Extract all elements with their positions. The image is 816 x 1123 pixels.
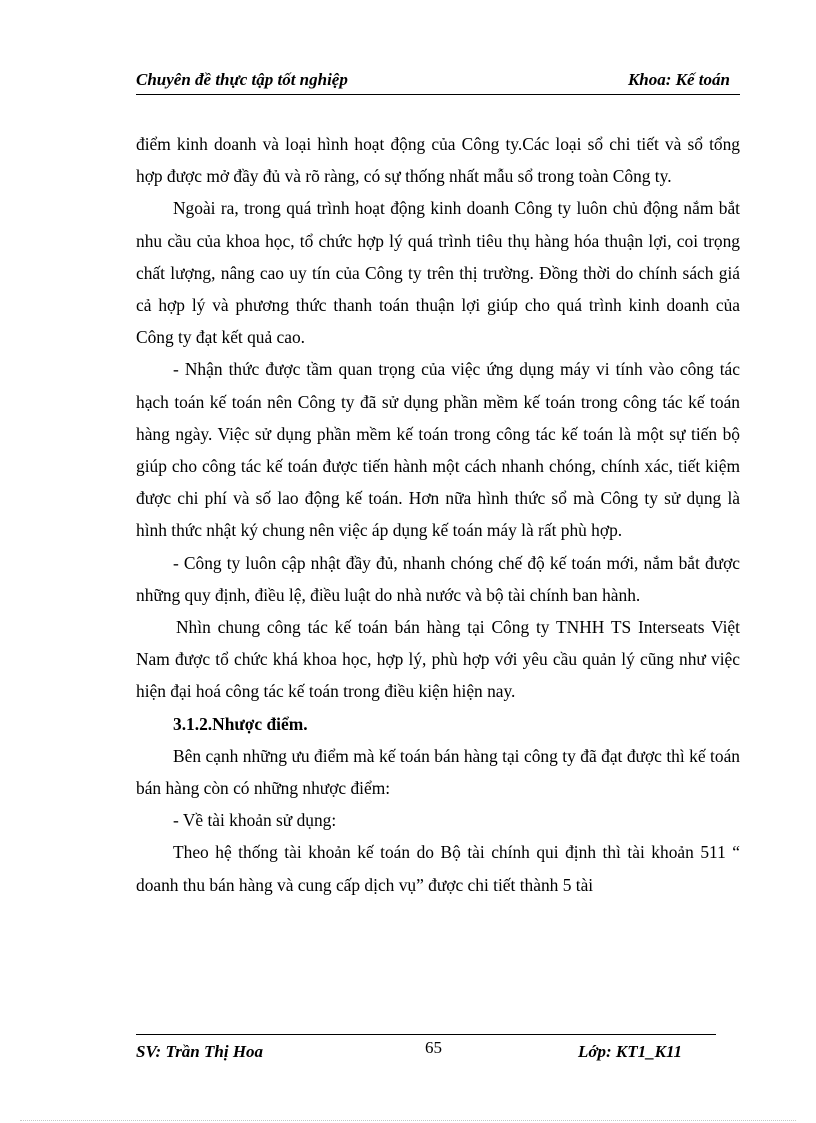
page-edge-divider	[20, 1120, 796, 1121]
paragraph: điểm kinh doanh và loại hình hoạt động của Công ty.Các loại sổ chi tiết và sổ tổng hợp được mở đầy đủ và rõ ràng, có sự thống nhất mẫu sổ trong toàn Công ty.	[136, 134, 740, 187]
footer-divider	[136, 1034, 716, 1035]
section-heading: 3.1.2.Nhược điểm.	[173, 713, 308, 734]
footer-student: SV: Trần Thị Hoa	[136, 1042, 264, 1061]
header-department: Khoa: Kế toán	[627, 70, 730, 89]
body-text	[136, 128, 740, 901]
paragraph: - Nhận thức được tầm quan trọng của việc ứng dụng máy vi tính vào công tác hạch toán kế toán nên Công ty đã sử dụng phần mềm kế toán trong công tác kế toán hàng ngày. Việc sử dụng phần mềm kế toán trong công tác kế toán là một sự tiến bộ giúp cho công tác kế toán được tiến hành một cách nhanh chóng, chính xác, tiết kiệm được chi phí và số lao động kế toán. Hơn nữa hình thức sổ mà Công ty sử dụng là hình thức nhật ký chung nên việc áp dụng kế toán máy là rất phù hợp.	[136, 359, 740, 541]
paragraph: Theo hệ thống tài khoản kế toán do Bộ tài chính qui định thì tài khoản 511 “ doanh thu bán hàng và cung cấp dịch vụ” được chi tiết thành 5 tài	[136, 842, 740, 895]
paragraph: - Công ty luôn cập nhật đầy đủ, nhanh chóng chế độ kế toán mới, nắm bắt được những quy định, điều lệ, điều luật do nhà nước và bộ tài chính ban hành.	[136, 552, 740, 605]
page-number: 65	[425, 1038, 442, 1057]
header-title: Chuyên đề thực tập tốt nghiệp	[136, 70, 348, 89]
paragraph: Nhìn chung công tác kế toán bán hàng tại Công ty TNHH TS Interseats Việt Nam được tổ chức khá khoa học, hợp lý, phù hợp với yêu cầu quản lý cũng như việc hiện đại hoá công tác kế toán trong điều kiện hiện nay.	[136, 617, 740, 702]
paragraph: Bên cạnh những ưu điểm mà kế toán bán hàng tại công ty đã đạt được thì kế toán bán hàng còn có những nhược điểm:	[136, 745, 740, 799]
page-header	[136, 68, 740, 95]
footer-class: Lớp: KT1_K11	[578, 1042, 683, 1061]
paragraph: - Về tài khoản sử dụng:	[173, 810, 337, 831]
paragraph: Ngoài ra, trong quá trình hoạt động kinh doanh Công ty luôn chủ động nắm bắt nhu cầu của khoa học, tổ chức hợp lý quá trình tiêu thụ hàng hóa thuận lợi, coi trọng chất lượng, nâng cao uy tín của Công ty trên thị trường. Đồng thời do chính sách giá cả hợp lý và phương thức thanh toán thuận lợi giúp cho quá trình kinh doanh của Công ty đạt kết quả cao.	[136, 198, 740, 348]
